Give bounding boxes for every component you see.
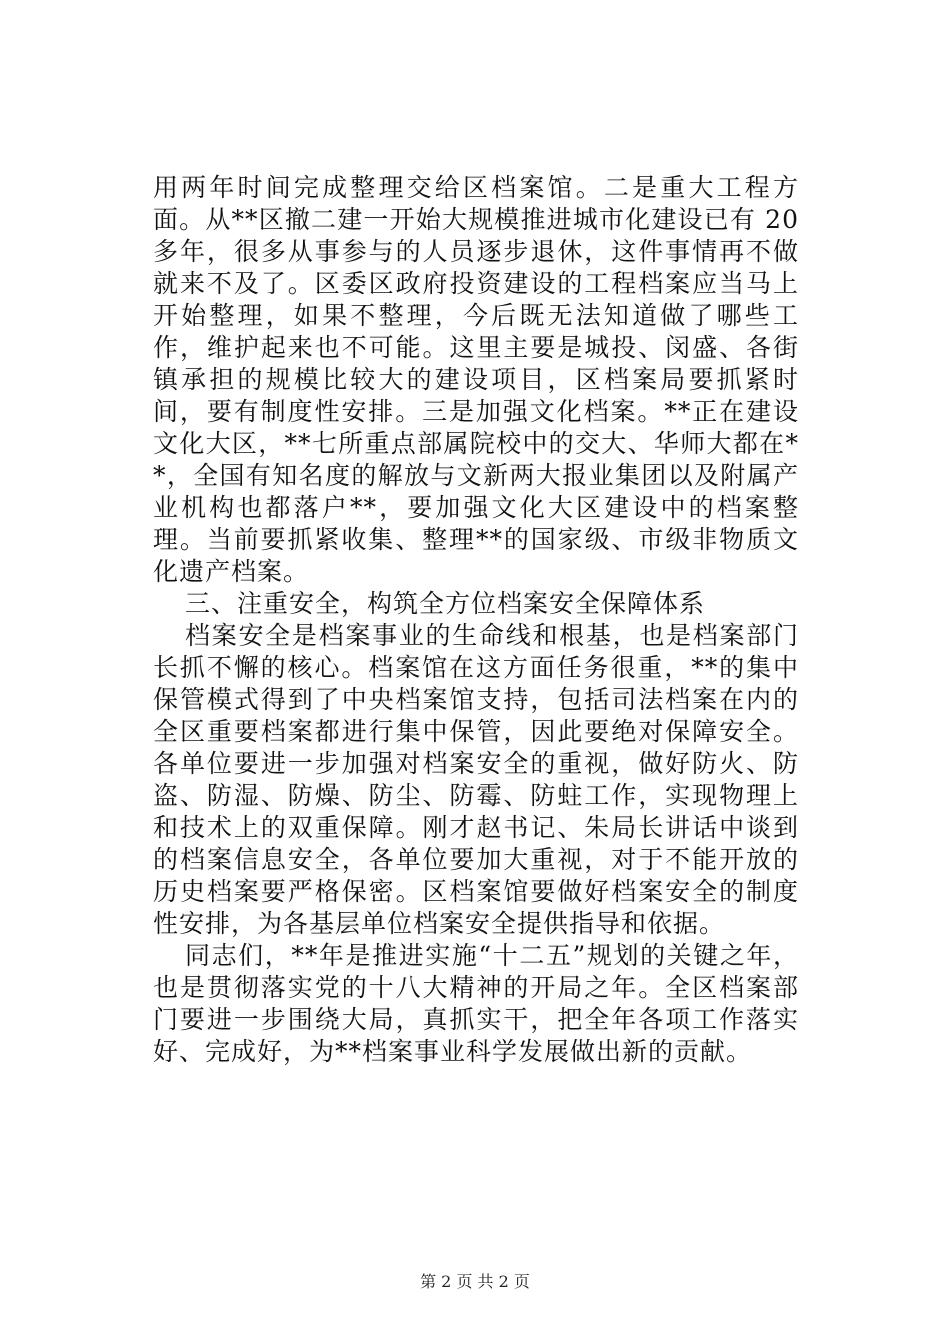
paragraph-closing: 同志们，**年是推进实施“十二五”规划的关键之年，也是贯彻落实党的十八大精神的开局之年。全区档案部门要进一步围绕大局，真抓实干，把全年各项工作落实好、完成好，为**档案事业科学发展做出新的贡献。	[153, 941, 799, 1066]
page-number-footer: 第 2 页 共 2 页	[420, 1272, 530, 1291]
paragraph-archive-security: 档案安全是档案事业的生命线和根基，也是档案部门长抓不懈的核心。档案馆在这方面任务很重，**的集中保管模式得到了中央档案馆支持，包括司法档案在内的全区重要档案都进行集中保管，因此要绝对保障安全。各单位要进一步加强对档案安全的重视，做好防火、防盗、防湿、防燥、防尘、防霉、防蛀工作，实现物理上和技术上的双重保障。刚才赵书记、朱局长讲话中谈到的档案信息安全，各单位要加大重视，对于不能开放的历史档案要严格保密。区档案馆要做好档案安全的制度性安排，为各基层单位档案安全提供指导和依据。	[153, 621, 799, 938]
paragraph-continuation: 用两年时间完成整理交给区档案馆。二是重大工程方面。从**区撤二建一开始大规模推进城市化建设已有 20 多年，很多从事参与的人员逐步退休，这件事情再不做就来不及了。区委区政府投资建设的工程档案应当马上开始整理，如果不整理，今后既无法知道做了哪些工作，维护起来也不可能。这里主要是城投、闵盛、各街镇承担的规模比较大的建设项目，区档案局要抓紧时间，要有制度性安排。三是加强文化档案。**正在建设文化大区，**七所重点部属院校中的交大、华师大都在**，全国有知名度的解放与文新两大报业集团以及附属产业机构也都落户**，要加强文化大区建设中的档案整理。当前要抓紧收集、整理**的国家级、市级非物质文化遗产档案。	[153, 173, 799, 586]
document-body	[153, 172, 799, 1068]
section-heading: 三、注重安全，构筑全方位档案安全保障体系	[185, 589, 706, 618]
